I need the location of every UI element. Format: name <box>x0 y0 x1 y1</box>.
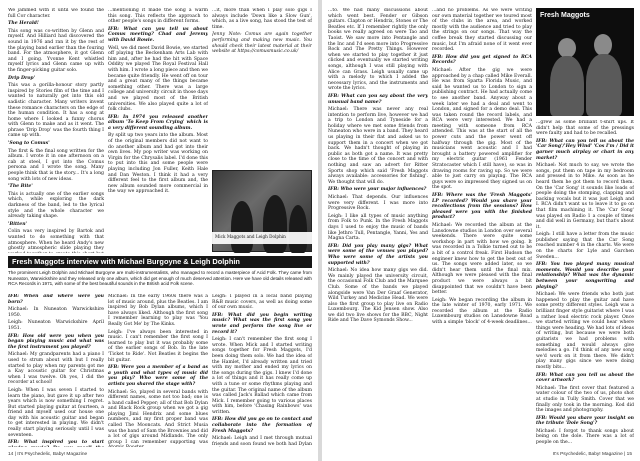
photo-caption: Mick Maggots and Leigh Dolphin <box>212 232 312 244</box>
question-heading: IFB: How old were you when you began playing music and what was the first instrument you played? <box>8 333 104 350</box>
paragraph: Michael: That depends. Our influences were very different. I was more into Progressive Rock. <box>328 195 428 212</box>
fresh-maggots-photo <box>536 8 634 116</box>
question-heading: IFB: What can you tell us about Comus meeting? Chad and Jeremy with David Bowie. <box>108 26 208 43</box>
paragraph: This is actually one of the earlier songs which, while exploring the dark darkness of the band, led to the lyrical style and the whole character we already taking shape. <box>8 191 104 220</box>
paragraph: Michael: There was never any real intention to perform live, however we had a trip to London and Tyneside for a holiday where we met some friends from Nuneaton who were in a band. They heard us playing in their flat and asked us to support them in a concert when we got back. We hadn't thought of playing in public as both got a name. It was pretty close to the time of the concert and with nothing and saw an advert for Ritter Sports shop which said 'Fresh Maggots always available: accessories for fishing'. We thought that will do. <box>328 107 428 185</box>
paragraph: Michael: I forgot to thank songs about being on the dole. There was a lot of people on the... <box>536 428 634 446</box>
paragraph: Leigh: I've always been interested in music. I can't remember the first song I learned to play but it was probably some of the earlier songs of Bob. In the late 'Ticket to Ride'. Not Beatles it begins the bit guitar. <box>108 329 208 363</box>
paragraph: ...grew as some brilliant t-shirt ups. It didn't help that some of the pressings were faulty and had to be recalled. <box>536 120 634 137</box>
question-heading: IFB: Were you a member of a band as a youth and what types of music did you play? Who were some of the artists you shared the stage with? <box>108 365 208 387</box>
paragraph: Michael: So, played in several bands with different names, some not too bad; one is a band called Pepper; all of that Bob Dylan and Black Rock group when we got a gig playing Jimi Hendrix and some blues numbers, and my first proper band was called The Mooncats. And Strict Musia was the band of Sam the Brownies and did a lot of gigs around Midlands. The only group I can remember supporting was <box>108 389 208 445</box>
paragraph: ...to. We had many discussions about which went best. Fender or Gibson guitars. Clapton or Hendrix, Stones or The Beatles etc. If I remember rightly the only books we really agreed on were Tao and Taoist. We saw more into Pentangle and the Inc and I'd seen more into Progressive Rock and The Pretty Things. However when we started to play together it just clicked and eventually we started writing songs, although I was still playing with Alice can Grass. Leigh usually came up with a melody to which I added the necessary lyrics, and the instruments and wrote the lyrics. <box>328 8 428 92</box>
paragraph: Michael: In Nuneaton Warwickshire 1950. <box>8 307 104 318</box>
right-column-3 <box>536 120 634 448</box>
question-heading: IFB: When and where were you born? <box>8 294 104 305</box>
left-page <box>0 0 318 461</box>
question-heading: IFB: Did you play many gigs? What were some of the venues you played? Who were some of the artists you supported with? <box>328 243 428 266</box>
question-heading: The Herald! <box>8 21 39 27</box>
paragraph: Michael: We recorded the album at the Lansdowne studios in London over several weekends. There were quite some workshop in part with how we going. It was recorded in a Tolkie turned out to be a bit of a control freak. First Hudson the engineer knew how to get the best out of us. The songs were added later, so we didn't hear them until the final mix. Although we were pleased with the final product we were always a bit disappointed that we couldn't have been better. <box>432 222 532 296</box>
interview-column-1 <box>8 294 104 447</box>
question-heading: IFB: Who were your major influences? <box>328 187 427 193</box>
paragraph: Leigh: I played in a local band playing R&B music covers, as well as doing some of our own music. <box>212 294 312 311</box>
question-heading: IFB: What can you say about the very unusual band name? <box>328 93 428 105</box>
question-heading: IFB: Would you share your insight on the tribute 'Dole Song'? <box>536 415 634 427</box>
paragraph: ...mentioning it made the song a warm this song. This reflects the approach to other people's songs in different forms. <box>108 8 208 25</box>
question-heading: IFB: What can you tell us about the 'Car Song'/'Hey Wind' 'Cos I'm / Did it garner much airplay or chart in any market? <box>536 138 634 161</box>
paragraph: Michael: My grandparents had a piano I used to strum about with but I really started to play when my parents got me a Kay acoustic guitar for Christmas when I was twelve. Oh yes, I did the recorder at school! <box>8 352 104 386</box>
paragraph: Michael: The first cover that featured a water colour of the two of us, photo shot at studio in Tully Smith. Cover that we finally only took in the morning. Kod did the images and photography. <box>536 385 634 414</box>
paragraph: We jammed with it until we found the full Cor character. <box>8 8 104 19</box>
paragraph: Leigh: When I was seven I started to learn the piano, but gave it up after two years which is now something I regret. But started playing guitar at fourteen, a friend and myself used our house one day with his acoustic guitar and began to get interested in playing. We didn't really start playing seriously until I was seventeen. <box>8 387 104 438</box>
question-heading: IFB: What inspired you to start <box>8 440 104 446</box>
paragraph: Leigh: Nuneaton Warwickshire April 1951. <box>8 320 104 331</box>
article-intro: The prominent Leigh Dolphin and Michael Burgoyne are multi-instrumentalists, who managed to record a masterpiece of Acid Folk. They came from Nuneaton, Warwickshire and they released only one album, which did get enough of much deserved attention. Here we have old details released with RCA Records in 1971, with some of the best beautiful sounds in the British acid Folk scene. <box>8 270 312 287</box>
photo-title: Fresh Maggots <box>540 12 590 19</box>
paragraph: Leigh: I still have a letter from the music publisher saying that the Car Song reached number 4 in the charts. We were on the charts for Lyle and Garchen Sweden... <box>536 232 634 260</box>
page-footer-right: It's Psychedelic, Baby! Magazine | 15 <box>552 452 632 457</box>
question-heading: 'Bitten' <box>8 221 27 227</box>
paragraph: Leigh: I like all types of music anything from Folk to Punk. In the Fresh Maggots days I used to enjoy the music of bands like Jethro Tull, Pentangle, Yanni, Yes and Magna Carta. <box>328 213 428 242</box>
paragraph: This song was co-written by Glenn and myself. And Hilliard had discovered the sound in 1976 and ran it by the rest of the playing band earlier than the fouring band. For the atmosphere, it got Glenn and I going. Yvonne Kent whistled myself lyrics and Glenn came up with the finger-picking guitar solo. <box>8 28 104 73</box>
paragraph: Well, we did meet David Bowie, we started off playing the Beckenham Arts Lab with him and, after he had the hit with Space Oddity we played The Royal Festival Hall with him. I wrote a long piece and then we became quite friendly. He went off on tour and a great many of the things became something other. There was a large college and university circuit in those days and we played most of the British universities. We also played quite a lot of folk clubs. <box>108 45 208 113</box>
left-column-3 <box>212 8 312 168</box>
paragraph: Colin was very inspired by Bartok and wanted to do something with that atmosphere. When he heard Andy's new ghostly atmospheric slide playing they <box>8 229 104 252</box>
interview-column-2 <box>108 294 208 447</box>
question-heading: IFB: How did you get signed to RCA Records? <box>432 54 532 66</box>
paragraph: ...it, more than when I play solo gigs I always include 'Down like a Slow Gun', which, as a live song, has stood the test of time. <box>212 8 312 30</box>
question-heading: IFB: In 1974 you released another album 'To Keep From Crying' which is a very different sounding album. <box>108 114 208 131</box>
question-heading: IFB: How did you go on to contact and collaborate into the formation of Fresh Maggots? <box>212 417 312 434</box>
page-footer-left: 14 | It's Psychedelic, Baby! Magazine <box>8 452 88 457</box>
right-column-2 <box>432 8 532 448</box>
paragraph: Michael: Not much to say, we wrote the songs, put them on tape in my bedroom and pressed in to Mike. As soon as he heard them he got them to record them. On the 'Car Song' it sounds like loads of people doing the stomping, clapping and backing vocals but it was just Leigh and I. RCA didn't want us to leave it to go on that film machining it. The 'Car Song' was played on Radio 1 a couple of times and did well in Germany, but that's about it. <box>536 163 634 230</box>
paragraph: Michael: After the gig we were approached by a chap called Mike Everall. He was from Sparta Florida Music, and said he wanted us to London to sign a publishing contract. He had actually come to see another band. Anyway about a week later we had a deal and went to London, and signed for a demo deal. This was taken round the record labels, and RCA were very interested. We had a meeting with someone from RCA attended. This was at the start of all the power cuts and the power went off halfway through the gig. Most of the musicians went acoustic and I had brought a battery powered amplifier for my electric guitar (1961 Fender Stratocaster which I still have), so was in drawing rooms for raving up. So we were able to just carry on playing. The RCA guys were so impressed they signed us on the spot. <box>432 67 532 191</box>
paragraph: Michael: No idea how many gigs we did. We mainly played the university circuit, the occasional Folk Club and the Marquee Club. Some of the bands we played alongside were Van Der Graaf Generator, Wild Turkey and Medicine Head. We were also the first group to play live on Radio Luxembourg. The Kid Jensen show. Also we did two live shows for the BBC, Night Ride and The Dave Symonds Show... <box>328 268 428 324</box>
interview-column-3 <box>212 294 312 447</box>
paragraph: Leigh: We began recording the album in the late winter of 1970, early 1971. We recorded the album at the Radio Luxembourg studios on Lansdowne Road with a simple 'block' of 4-week deadlines... <box>432 297 532 326</box>
editor-note: Jenny Note: Comus are again together performing and making new music. You should check their latest material at their website at https://comusmusic.co.uk/ <box>212 32 312 55</box>
paragraph: Michael: Leigh and I met through mutual friends and soon found we both had Dylan <box>212 436 312 447</box>
paragraph: By split up two years into the album. Most of the original members did not want to do another album and had got into their own lives. My pop writer was working on Virgin for the Chrysalis label. I'd done this to put into this and some people were playing including Jon Fuller, Keith Hale and Dan Weston. I think it had a very different feel to the first album and, the new album sounded more commercial in the way we approached it. <box>108 133 208 195</box>
right-column-1 <box>328 8 428 448</box>
question-heading: IFB: What can you tell us about the cover artwork? <box>536 372 634 384</box>
question-heading: 'Song to Comus' <box>8 141 50 147</box>
question-heading: Drip Drop' <box>8 75 36 81</box>
article-banner: Fresh Maggots interview with Michael Burgoyne & Leigh Dolphin <box>8 256 312 268</box>
paragraph: Michael: We were friends who both just happened to play the guitar and have some pretty different styles. Leigh was a brilliant finger style guitarist where I was a rather loud electric rock player. Once we started writing we could hear where things were heading. We had lots of ideas of writing, but because we were both guitarists we had problems with something and would always give melodies a go. I'd think of any new song we'd work on it from there. We didn't play many gigs since we were doing mostly bits... <box>536 292 634 370</box>
question-heading: IFB: You two played many musical moments. Would you describe your relationship? What was the dynamic between your songwriting and playing? <box>536 262 634 290</box>
paragraph: Leigh: I can't remember the first song I wrote. When Mick and I started writing songs together for Fresh Maggots, I'd been doing them solo. We had the idea of the Hamlet, I'd already written and tried with my mother and ended my lyrics on the songs during the gigs. I knew I'd done a lot of things and it has really come up with a tune or some rhythms playing and the guitar. The original name of the album was called Jack's Ballad which came from Mick. I remember going to various places with him, before 'Chasing Rainbows' was written. <box>212 337 312 415</box>
question-heading: 'The Bite' <box>8 184 33 190</box>
paragraph: The first & the final song written for the album. I wrote it in one afternoon on a cab at steel, I got into the Comus persona and I wrote the song. Many people think that is the story... It's a long song with lots of new ideas. <box>8 148 104 182</box>
question-heading: IFB: What did you begin writing music? What was the first song you wrote and perform the song live or record it? <box>212 312 312 335</box>
question-heading: IFB: Where was the 'Fresh Maggots' LP recorded? Would you share your recollections from the sessions? How pleased were you with the finished product? <box>432 193 532 221</box>
paragraph: ...and no problems. As we were writing our own material together we toured most of the clubs in the area, and worked mostly with the audience and tried to play the strings on our songs. That way the coffee break they started discussing our music, but I'm afraid none of it went ever recorded. <box>432 8 532 53</box>
paragraph: Michael: In the early 1960s there was a lot of music around, plus the Beatles. I am inspired by Bob Dylan albums, which I have always liked. Although the first song I remember learning to play was 'You Really Got Me' by The Kinks. <box>108 294 208 327</box>
left-column-1 <box>8 8 104 253</box>
right-page <box>322 0 640 461</box>
paragraph: This was a gorilla-honour story partly inspired by Stories film of the time and I wanted to naturally get into this old sadistic character. Many writers invent these romance characters on the edge of the human condition. It has a song at home where I looked a funny chorus with Glenn to make and as it went. The phrase 'Drip Drop' was the fourth thing I came up with. <box>8 83 104 139</box>
left-column-2 <box>108 8 208 253</box>
